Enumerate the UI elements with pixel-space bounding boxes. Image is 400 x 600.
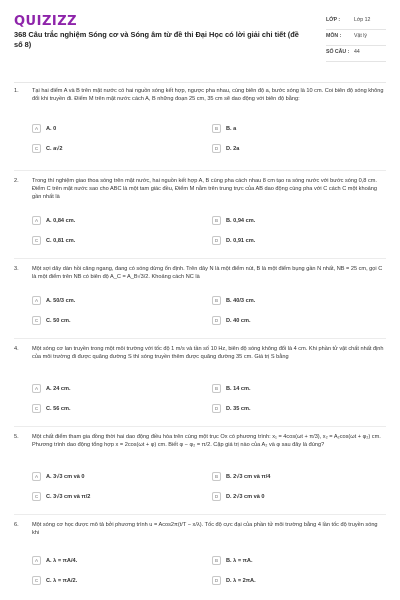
option-letter: C <box>32 236 41 245</box>
question-number: 1. <box>14 88 19 94</box>
question-separator <box>14 426 386 427</box>
option-text: D. 0,91 cm. <box>226 237 256 244</box>
option-text: A. λ = πA/4. <box>46 557 78 564</box>
option-text: C. 0,81 cm. <box>46 237 76 244</box>
option-letter: D <box>212 492 221 501</box>
option-letter: C <box>32 492 41 501</box>
option-text: A. 24 cm. <box>46 385 71 392</box>
question-number: 4. <box>14 346 19 352</box>
lop-label: LỚP : <box>326 17 341 23</box>
option-text: D. 2a <box>226 145 240 152</box>
option-letter: B <box>212 216 221 225</box>
option-b[interactable] <box>212 384 251 393</box>
option-a[interactable] <box>32 556 77 565</box>
question-stem: Một sóng cơ học được mô tả bởi phương trình u = Acos2π(t/T − x/λ). Tốc độ cực đại của phần tử môi trường bằng 4 lần tốc độ truyền sóng khi <box>32 522 378 536</box>
question-3 <box>14 266 386 324</box>
option-d[interactable] <box>212 236 255 245</box>
question-stem: Trong thí nghiệm giao thoa sóng trên mặt nước, hai nguồn kết hợp A, B cùng pha cách nhau 8 cm tạo ra sóng nước với bước sóng 0,8 cm. Điểm C trên mặt nước sao cho ABC là một tam giác đều, Điểm M nằm trên trung trực của AB dao động cùng pha với C cách C một khoảng gần nhất là <box>32 178 378 200</box>
option-text: D. λ = 2πA. <box>226 577 256 584</box>
question-number: 2. <box>14 178 19 184</box>
option-text: C. a√2 <box>46 145 63 152</box>
option-b[interactable] <box>212 556 253 565</box>
option-a[interactable] <box>32 124 56 133</box>
meta-panel <box>326 14 386 62</box>
option-d[interactable] <box>212 316 251 325</box>
question-separator <box>14 170 386 171</box>
question-number: 5. <box>14 434 19 440</box>
question-separator <box>14 338 386 339</box>
option-letter: A <box>32 296 41 305</box>
option-text: C. 56 cm. <box>46 405 71 412</box>
option-b[interactable] <box>212 124 236 133</box>
option-letter: D <box>212 404 221 413</box>
option-letter: C <box>32 316 41 325</box>
option-d[interactable] <box>212 144 239 153</box>
option-letter: C <box>32 576 41 585</box>
mon-label: MÔN : <box>326 33 342 39</box>
option-letter: A <box>32 216 41 225</box>
option-c[interactable] <box>32 236 75 245</box>
option-text: A. 0 <box>46 125 57 132</box>
option-letter: C <box>32 144 41 153</box>
question-5 <box>14 434 386 500</box>
option-text: D. 2√3 cm và 0 <box>226 493 265 500</box>
page-title: 368 Câu trắc nghiệm Sóng cơ và Sóng âm từ đề thi Đại Học có lời giải chi tiết (đề số 8) <box>14 30 299 49</box>
question-stem: Một sóng cơ lan truyền trong một môi trường với tốc độ 1 m/s và tần số 10 Hz, biên độ sóng không đổi là 4 cm. Khi phần tử vật chất nhất định của môi trường đi được quãng đường S thì sóng truyền thêm được quãng đường 35 cm. Giá trị S bằng <box>32 346 384 360</box>
option-text: A. 50/3 cm. <box>46 297 76 304</box>
option-text: B. 0,94 cm. <box>226 217 256 224</box>
option-letter: A <box>32 556 41 565</box>
question-separator <box>14 514 386 515</box>
option-text: B. 14 cm. <box>226 385 251 392</box>
question-stem: Một sợi dây dàn hồi căng ngang, đang có sóng dừng ổn định. Trên dây N là một điểm nút, B là một điểm bụng gần N nhất, NB = 25 cm, gọi C là một điểm trên NB có biên độ A_C = A_B√3/2. Khoảng cách NC là <box>32 266 383 280</box>
question-stem: Tại hai điểm A và B trên mặt nước có hai nguồn sóng kết hợp, ngược pha nhau, cùng biên độ a, bước sóng là 10 cm. Coi biên độ sóng không đổi khi truyền đi. Điểm M trên mặt nước cách A, B những đoạn 25 cm, 35 cm sẽ dao động với biên độ bằng: <box>32 88 384 102</box>
option-c[interactable] <box>32 316 71 325</box>
option-text: B. 2√3 cm và π/4 <box>226 473 271 480</box>
question-number: 3. <box>14 266 19 272</box>
question-number: 6. <box>14 522 19 528</box>
option-text: B. a <box>226 125 237 132</box>
option-c[interactable] <box>32 144 62 153</box>
option-letter: D <box>212 144 221 153</box>
option-letter: A <box>32 472 41 481</box>
question-stem: Một chất điểm tham gia đồng thời hai dao động điều hòa trên cùng một trục Ox có phương trình: x₁ = 4cos(ωt + π/3), x₂ = A₂cos(ωt + φ₂) cm. Phương trình dao động tổng hợp x = 2cos(ωt + φ) cm. Biết φ − φ₂ = π/2. Cặp giá trị nào của A₂ và φ sau đây là đúng? <box>32 434 381 448</box>
option-text: B. 40/3 cm. <box>226 297 256 304</box>
option-b[interactable] <box>212 296 255 305</box>
option-d[interactable] <box>212 492 265 501</box>
option-b[interactable] <box>212 216 255 225</box>
option-letter: D <box>212 316 221 325</box>
option-letter: B <box>212 384 221 393</box>
option-a[interactable] <box>32 472 85 481</box>
option-letter: D <box>212 236 221 245</box>
option-letter: B <box>212 556 221 565</box>
option-letter: B <box>212 296 221 305</box>
question-1 <box>14 88 386 152</box>
option-letter: D <box>212 576 221 585</box>
question-4 <box>14 346 386 412</box>
option-c[interactable] <box>32 492 90 501</box>
option-b[interactable] <box>212 472 270 481</box>
option-letter: B <box>212 472 221 481</box>
option-letter: A <box>32 384 41 393</box>
option-text: C. 3√3 cm và π/2 <box>46 493 91 500</box>
option-letter: B <box>212 124 221 133</box>
option-letter: C <box>32 404 41 413</box>
option-c[interactable] <box>32 404 71 413</box>
option-a[interactable] <box>32 384 71 393</box>
option-text: B. λ = πA. <box>226 557 253 564</box>
option-d[interactable] <box>212 576 256 585</box>
option-d[interactable] <box>212 404 251 413</box>
option-c[interactable] <box>32 576 77 585</box>
question-6 <box>14 522 386 584</box>
option-text: D. 35 cm. <box>226 405 251 412</box>
question-2 <box>14 178 386 244</box>
option-a[interactable] <box>32 296 75 305</box>
quizizz-logo: QUIZIZZ <box>14 14 78 29</box>
header-divider <box>14 82 386 83</box>
option-a[interactable] <box>32 216 75 225</box>
option-text: C. λ = πA/2. <box>46 577 78 584</box>
socau-value: 44 <box>354 49 360 55</box>
option-text: A. 0,84 cm. <box>46 217 76 224</box>
lop-value: Lớp 12 <box>354 17 371 23</box>
mon-value: Vật lý <box>354 33 367 39</box>
question-separator <box>14 258 386 259</box>
option-letter: A <box>32 124 41 133</box>
option-text: D. 40 cm. <box>226 317 251 324</box>
option-text: C. 50 cm. <box>46 317 71 324</box>
option-text: A. 3√3 cm và 0 <box>46 473 85 480</box>
socau-label: SỐ CÂU : <box>326 49 350 55</box>
